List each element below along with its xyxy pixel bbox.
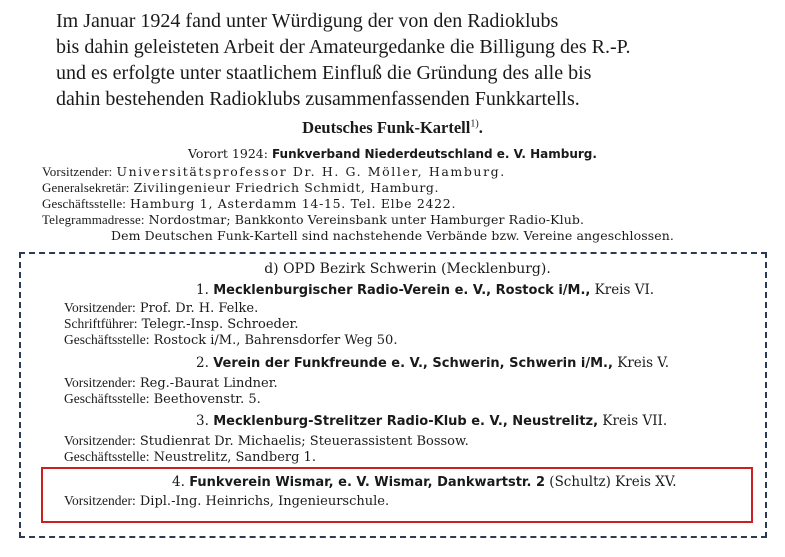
vorort-line xyxy=(0,146,785,161)
intro-line: Im Januar 1924 fand unter Würdigung der von den Radioklubs xyxy=(56,10,559,32)
club-number: 1. xyxy=(196,282,209,298)
club-detail-label: Vorsitzender: xyxy=(64,300,136,315)
intro-line: und es erfolgte unter staatlichem Einfluß die Gründung des alle bis xyxy=(56,62,592,84)
club-detail-label: Vorsitzender: xyxy=(64,433,136,448)
club-kreis: Kreis V. xyxy=(617,355,669,371)
intro-line: dahin bestehenden Radioklubs zusammenfassenden Funkkartells. xyxy=(56,88,580,110)
club-detail-line xyxy=(64,493,389,509)
club-detail-value: Prof. Dr. H. Felke. xyxy=(139,301,259,316)
club-name: Funkverein Wismar, e. V. Wismar, Dankwartstr. 2 xyxy=(189,475,545,490)
club-detail-label: Geschäftsstelle: xyxy=(64,332,150,347)
club-title xyxy=(196,413,667,429)
club-detail-line xyxy=(64,332,397,348)
kartell-vorsitzender-line xyxy=(42,164,506,180)
club-detail-label: Schriftführer: xyxy=(64,316,138,331)
club-name: Verein der Funkfreunde e. V., Schwerin, Schwerin i/M., xyxy=(213,356,613,371)
kartell-telegramm-line xyxy=(42,212,584,228)
club-detail-label: Geschäftsstelle: xyxy=(64,449,150,464)
club-detail-label: Vorsitzender: xyxy=(64,375,136,390)
kartell-note: Dem Deutschen Funk-Kartell sind nachstehende Verbände bzw. Vereine angeschlossen. xyxy=(110,228,675,243)
club-detail-value: Rostock i/M., Bahrensdorfer Weg 50. xyxy=(153,333,398,348)
vorort-label: Vorort 1924: xyxy=(188,146,268,161)
club-number: 2. xyxy=(196,355,209,371)
club-detail-value: Reg.-Baurat Lindner. xyxy=(139,376,278,391)
club-detail-line xyxy=(64,433,469,449)
club-title xyxy=(172,474,677,490)
kartell-telegramm-value: Nordostmar; Bankkonto Vereinsbank unter Hamburger Radio-Klub. xyxy=(148,212,585,227)
club-detail-line xyxy=(64,300,258,316)
club-kreis: Kreis VI. xyxy=(594,282,655,298)
kartell-geschaeftsstelle-line xyxy=(42,196,456,212)
kartell-vorsitzender-value: Universitätsprofessor Dr. H. G. Möller, Hamburg. xyxy=(116,164,506,179)
club-detail-value: Telegr.-Insp. Schroeder. xyxy=(141,317,299,332)
kartell-title xyxy=(0,118,785,138)
kartell-title-text: Deutsches Funk-Kartell xyxy=(302,118,471,137)
club-detail-value: Beethovenstr. 5. xyxy=(153,392,261,407)
footnote-marker: 1) xyxy=(470,118,479,130)
kartell-geschaeftsstelle-value: Hamburg 1, Asterdamm 14-15. Tel. Elbe 2422. xyxy=(129,196,457,211)
kartell-geschaeftsstelle-label: Geschäftsstelle: xyxy=(42,196,126,211)
intro-paragraph xyxy=(56,8,756,112)
kartell-vorsitzender-label: Vorsitzender: xyxy=(42,164,113,179)
kartell-telegramm-label: Telegrammadresse: xyxy=(42,212,145,227)
club-detail-label: Vorsitzender: xyxy=(64,493,136,508)
kartell-title-end: . xyxy=(478,118,483,137)
kartell-generalsekretaer-value: Zivilingenieur Friedrich Schmidt, Hamburg. xyxy=(133,180,440,195)
intro-line: bis dahin geleisteten Arbeit der Amateurgedanke die Billigung des R.-P. xyxy=(56,36,631,58)
club-detail-line xyxy=(64,449,316,465)
section-heading: d) OPD Bezirk Schwerin (Mecklenburg). xyxy=(264,261,551,277)
club-title xyxy=(196,282,654,298)
club-detail-value: Studienrat Dr. Michaelis; Steuerassistent Bossow. xyxy=(139,434,469,449)
vorort-value: Funkverband Niederdeutschland e. V. Hamburg. xyxy=(271,147,597,161)
club-detail-value: Neustrelitz, Sandberg 1. xyxy=(153,450,316,465)
club-kreis: Kreis VII. xyxy=(602,413,668,429)
club-detail-line xyxy=(64,391,261,407)
club-name: Mecklenburgischer Radio-Verein e. V., Rostock i/M., xyxy=(213,283,591,298)
club-detail-label: Geschäftsstelle: xyxy=(64,391,150,406)
club-kreis: (Schultz) Kreis XV. xyxy=(549,474,677,490)
club-detail-value: Dipl.-Ing. Heinrichs, Ingenieurschule. xyxy=(139,494,390,509)
club-detail-line xyxy=(64,375,278,391)
kartell-generalsekretaer-label: Generalsekretär: xyxy=(42,180,130,195)
club-number: 4. xyxy=(172,474,185,490)
kartell-generalsekretaer-line xyxy=(42,180,439,196)
club-number: 3. xyxy=(196,413,209,429)
club-detail-line xyxy=(64,316,298,332)
club-name: Mecklenburg-Strelitzer Radio-Klub e. V., Neustrelitz, xyxy=(213,414,599,429)
club-title xyxy=(196,355,669,371)
